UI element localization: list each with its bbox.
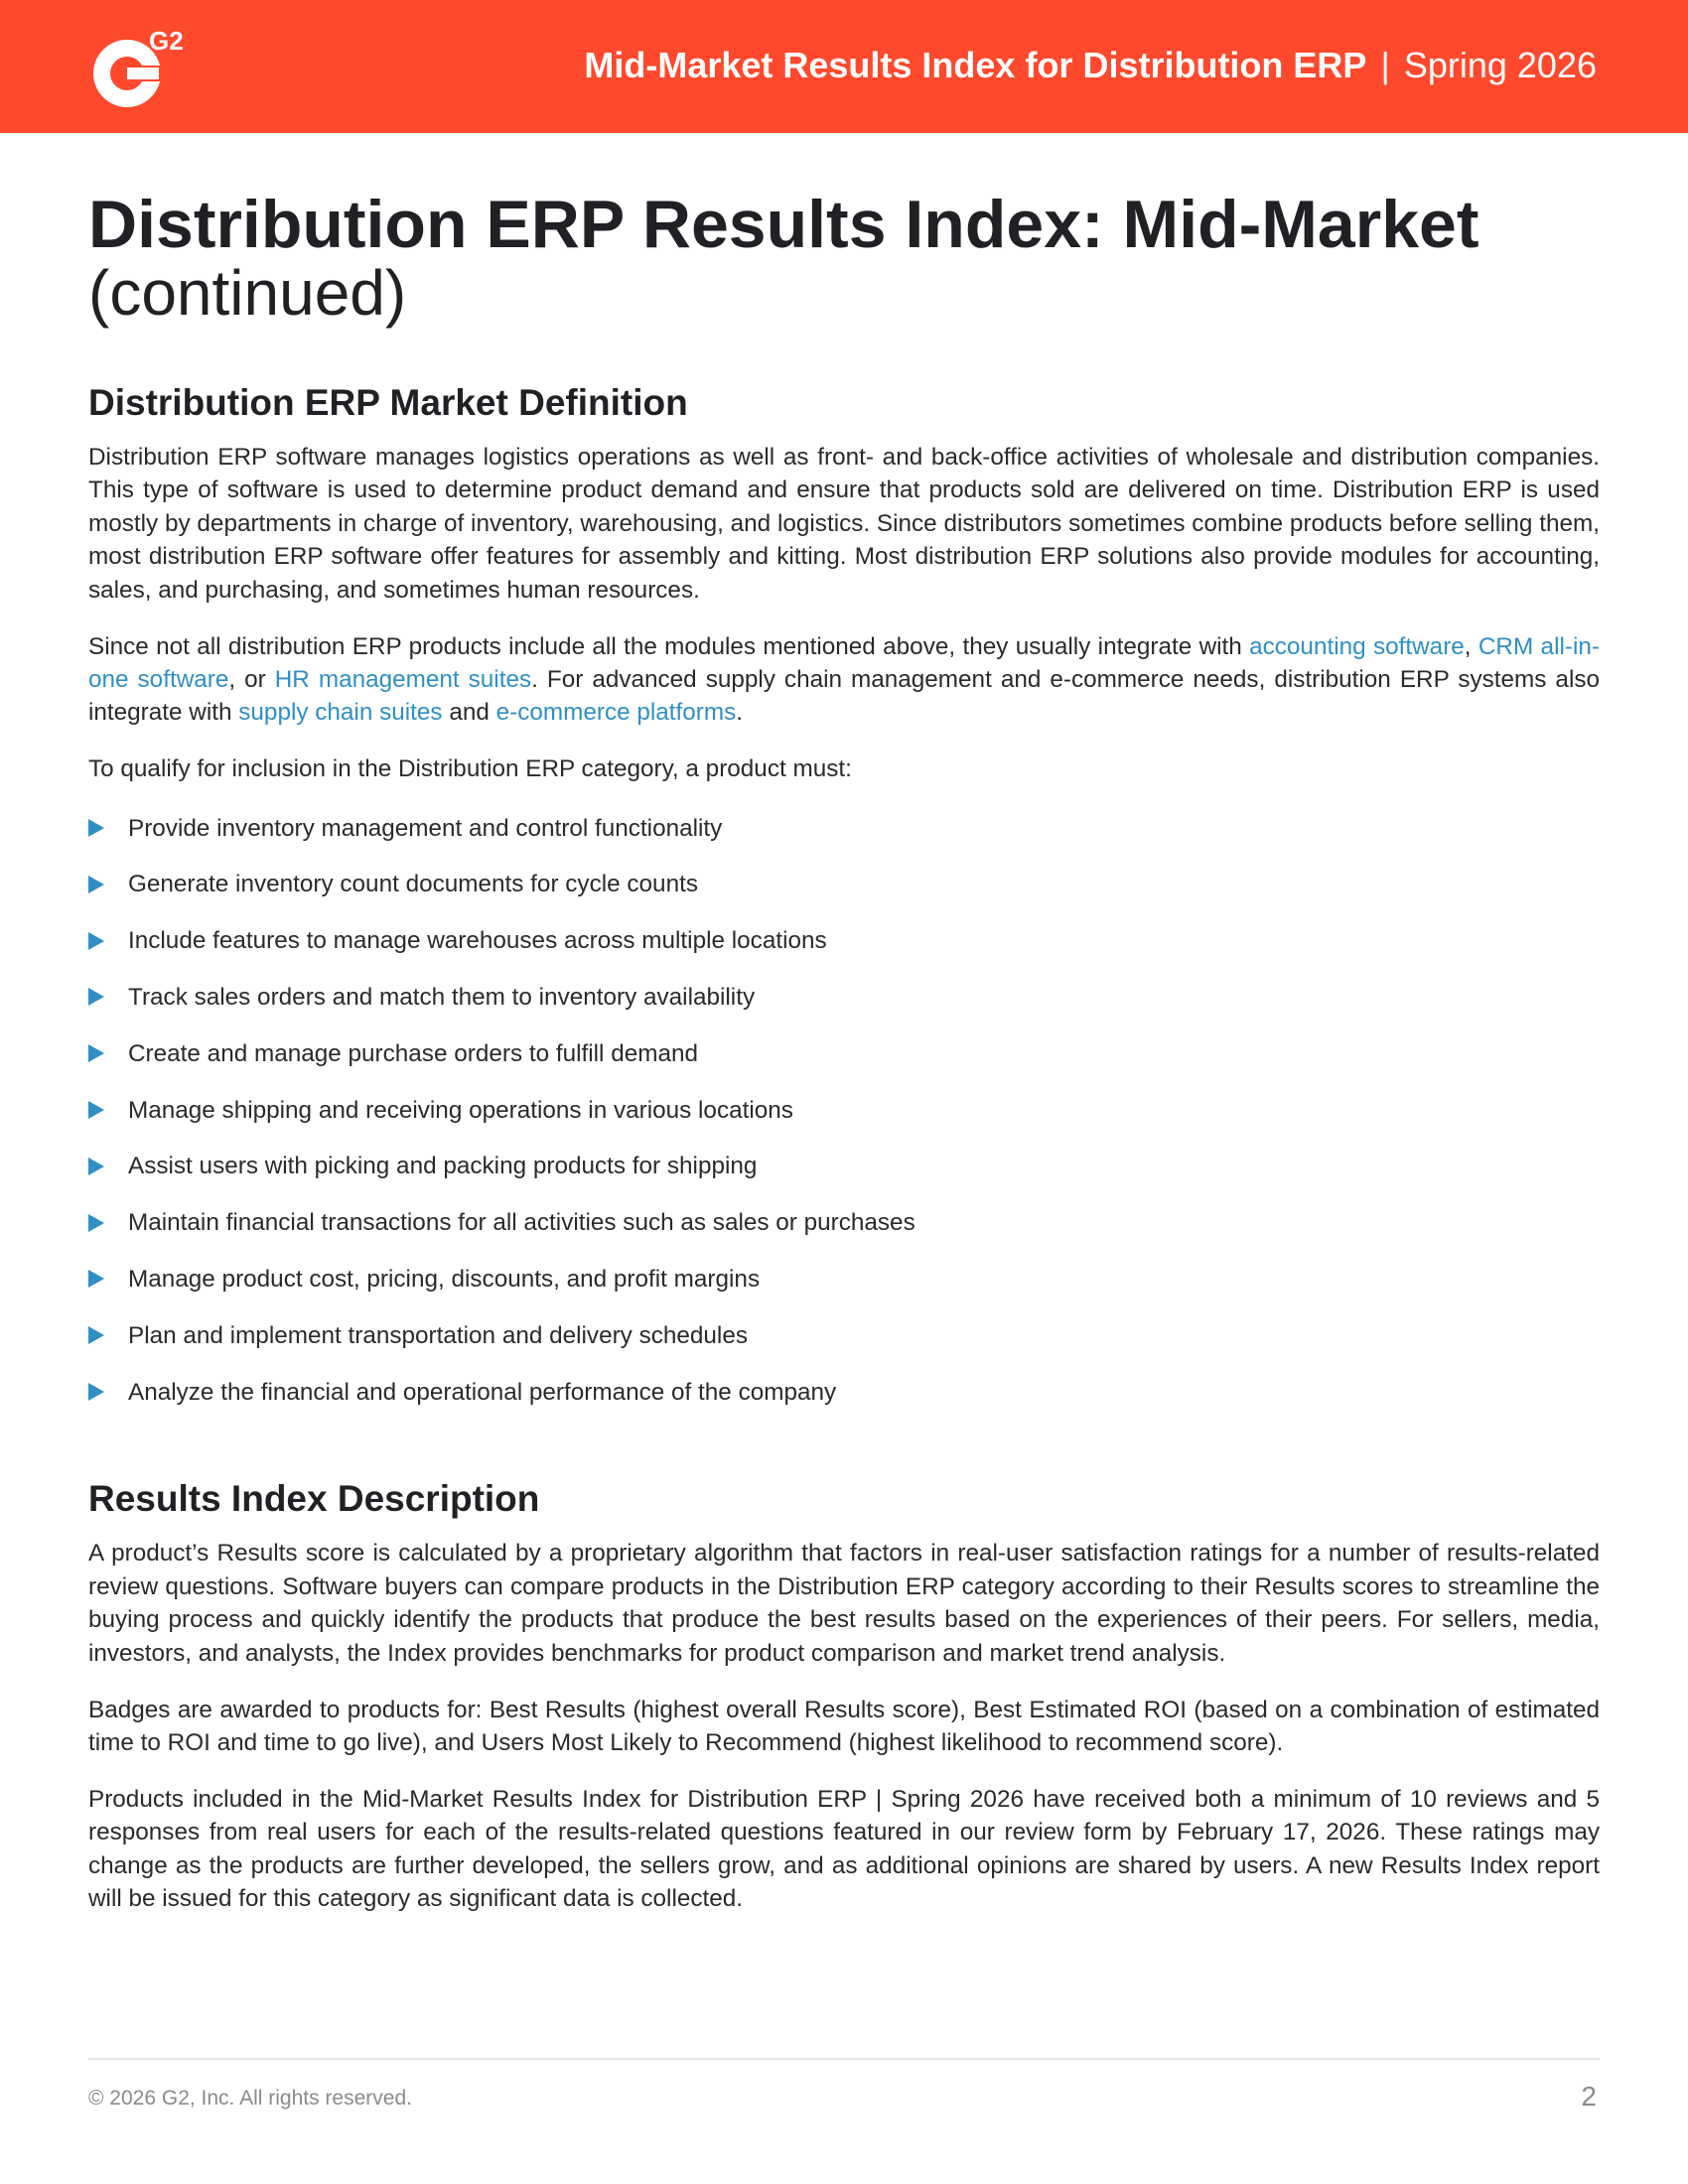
- page-number: 2: [1581, 2081, 1597, 2112]
- criteria-item: [88, 856, 1600, 912]
- text-segment: and: [442, 699, 496, 727]
- report-title: [584, 42, 1597, 89]
- results-score-paragraph: A product’s Results score is calculated by a proprietary algorithm that factors in real-user satisfaction ratings for a number of results-related review questions. Software buyers can compare products in the Distribution ERP category according to their Results scores to streamline the buying process and quickly identify the products that produce the best results based on the experiences of their peers. For sellers, media, investors, and analysts, the Index provides benchmarks for product comparison and market trend analysis.: [88, 1540, 1600, 1667]
- text-segment: Since not all distribution ERP products include all the modules mentioned above, they usually integrate with: [88, 632, 1250, 660]
- criteria-text: Generate inventory count documents for cycle counts: [128, 871, 698, 898]
- criteria-item: [88, 1251, 1600, 1307]
- criteria-text: Track sales orders and match them to inventory availability: [128, 983, 756, 1011]
- criteria-text: Manage shipping and receiving operations in various locations: [128, 1096, 793, 1124]
- g2-logo-text: G2: [149, 26, 184, 56]
- page-title: Distribution ERP Results Index: Mid-Market: [88, 187, 1479, 262]
- criteria-item: [88, 1364, 1600, 1421]
- supply-chain-suites-link[interactable]: supply chain suites: [238, 699, 443, 727]
- criteria-text: Analyze the financial and operational performance of the company: [128, 1378, 837, 1406]
- text-segment: , or: [228, 665, 275, 693]
- qualification-intro: To qualify for inclusion in the Distribution ERP category, a product must:: [88, 755, 852, 783]
- triangle-bullet-icon: [88, 1383, 104, 1401]
- text-segment: . For advanced supply chain management and e-commerce needs, distribution ERP systems also integrate with: [88, 665, 1600, 727]
- criteria-item: [88, 800, 1600, 857]
- criteria-text: Assist users with picking and packing products for shipping: [128, 1153, 758, 1180]
- triangle-bullet-icon: [88, 819, 104, 837]
- text-segment: .: [736, 699, 744, 727]
- badges-paragraph: Badges are awarded to products for: Best Results (highest overall Results score), Best Estimated ROI (based on a combination of estimated time to ROI and time to go live), and Users Most Likely to Recommend (highest likelihood to recommend score).: [88, 1696, 1600, 1756]
- triangle-bullet-icon: [88, 988, 104, 1006]
- report-title-main: Mid-Market Results Index for Distribution ERP: [584, 45, 1367, 85]
- page-subtitle: (continued): [88, 257, 407, 329]
- triangle-bullet-icon: [88, 1214, 104, 1232]
- criteria-item: [88, 912, 1600, 969]
- integration-paragraph: [88, 630, 1600, 730]
- criteria-text: Create and manage purchase orders to fulfill demand: [128, 1039, 699, 1067]
- report-season: Spring 2026: [1403, 45, 1597, 85]
- criteria-item: [88, 1194, 1600, 1251]
- hr-management-suites-link[interactable]: HR management suites: [274, 665, 532, 693]
- criteria-item: [88, 969, 1600, 1025]
- g2-logo-icon: [87, 26, 184, 111]
- definition-paragraph: Distribution ERP software manages logistics operations as well as front- and back-office activities of wholesale and distribution companies. This type of software is used to determine product demand and ensure that products sold are delivered on time. Distribution ERP is used mostly by departments in charge of inventory, warehousing, and logistics. Since distributors sometimes combine products before selling them, most distribution ERP software offer features for assembly and kitting. Most distribution ERP solutions also provide modules for accounting, sales, and purchasing, and sometimes human resources.: [88, 444, 1600, 604]
- criteria-list: [88, 800, 1600, 1421]
- text-segment: ,: [1464, 632, 1478, 660]
- inclusion-paragraph: Products included in the Mid-Market Results Index for Distribution ERP | Spring 2026 have received both a minimum of 10 reviews and 5 responses from real users for each of the results-related questions featured in our review form by February 17, 2026. These ratings may change as the products are further developed, the sellers grow, and as additional opinions are shared by users. A new Results Index report will be issued for this category as significant data is collected.: [88, 1785, 1600, 1913]
- market-definition-heading: Distribution ERP Market Definition: [88, 382, 688, 423]
- e-commerce-platforms-link[interactable]: e-commerce platforms: [495, 699, 737, 727]
- triangle-bullet-icon: [88, 1101, 104, 1119]
- footer-divider: [88, 2058, 1600, 2060]
- criteria-text: Include features to manage warehouses across multiple locations: [128, 927, 827, 955]
- copyright-text: © 2026 G2, Inc. All rights reserved.: [88, 2087, 412, 2110]
- header-bar: [0, 0, 1688, 133]
- criteria-item: [88, 1025, 1600, 1082]
- triangle-bullet-icon: [88, 932, 104, 950]
- triangle-bullet-icon: [88, 1158, 104, 1175]
- triangle-bullet-icon: [88, 1326, 104, 1344]
- results-index-heading: Results Index Description: [88, 1478, 540, 1520]
- main-content: [88, 187, 1600, 1915]
- criteria-item: [88, 1307, 1600, 1364]
- triangle-bullet-icon: [88, 876, 104, 893]
- title-separator: |: [1380, 45, 1390, 85]
- criteria-text: Maintain financial transactions for all activities such as sales or purchases: [128, 1209, 915, 1237]
- criteria-text: Provide inventory management and control functionality: [128, 814, 723, 842]
- criteria-item: [88, 1138, 1600, 1194]
- triangle-bullet-icon: [88, 1044, 104, 1062]
- criteria-item: [88, 1082, 1600, 1139]
- criteria-text: Manage product cost, pricing, discounts, and profit margins: [128, 1265, 761, 1293]
- accounting-software-link[interactable]: accounting software: [1249, 632, 1465, 660]
- crm-all-in-one-software-link[interactable]: CRM all-in-one software: [88, 632, 1600, 693]
- criteria-text: Plan and implement transportation and delivery schedules: [128, 1321, 748, 1349]
- triangle-bullet-icon: [88, 1270, 104, 1288]
